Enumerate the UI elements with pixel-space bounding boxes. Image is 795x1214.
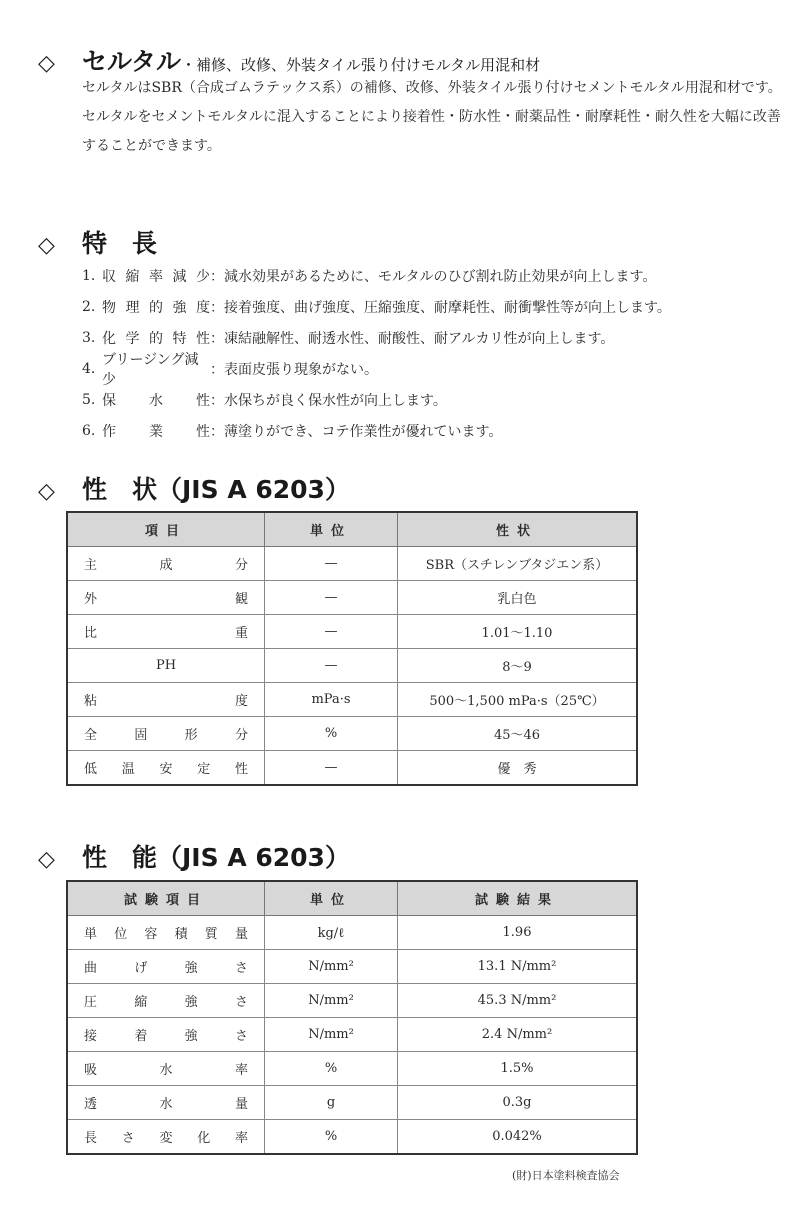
column-header: 単位 (265, 512, 398, 547)
feature-label: 物 理 的 強 度 (102, 299, 210, 316)
feature-label: ブリージング減少 (102, 351, 199, 388)
list-item: 2. 物 理 的 強 度 ： 接着強度、曲げ強度、圧縮強度、耐摩耗性、耐衝撃性等が向上します。 (82, 298, 671, 316)
row-item: 吸 水 率 (84, 1063, 248, 1078)
column-header: 単位 (265, 881, 398, 916)
row-unit: N/mm² (265, 1018, 398, 1052)
properties-table (66, 511, 638, 786)
feature-label: 保 水 性 (102, 392, 210, 409)
feature-label: 化 学 的 特 性 (102, 330, 210, 347)
row-value: 乳白色 (398, 581, 638, 615)
table-row (67, 1052, 637, 1086)
properties-title: 性 状（JIS A 6203） (82, 475, 350, 504)
diamond-icon: ◇ (38, 479, 55, 504)
row-item: 曲 げ 強 さ (84, 961, 248, 976)
feature-desc: 水保ちが良く保水性が向上します。 (224, 392, 447, 409)
table-row (67, 649, 637, 683)
column-header: 性状 (398, 512, 638, 547)
row-unit: g (265, 1086, 398, 1120)
list-item: 4. ブリージング減少 ： 表面皮張り現象がない。 (82, 353, 671, 384)
table-row (67, 984, 637, 1018)
table-row (67, 950, 637, 984)
row-value: 13.1 N/mm² (398, 950, 638, 984)
table-row (67, 683, 637, 717)
table-row (67, 1120, 637, 1155)
source-note: (財)日本塗料検査協会 (512, 1169, 620, 1182)
row-item: 全 固 形 分 (84, 728, 248, 743)
row-item: PH (67, 649, 265, 683)
feature-label: 収 縮 率 減 少 (102, 268, 210, 285)
table-row (67, 916, 637, 950)
intro-paragraph-2: セルタルをセメントモルタルに混入することにより接着性・防水性・耐薬品性・耐摩耗性・耐久性を大幅に改善することができます。 (82, 109, 781, 154)
row-unit: % (265, 1120, 398, 1155)
row-unit: — (265, 547, 398, 581)
table-row (67, 717, 637, 751)
row-item: 主 成 分 (84, 558, 248, 573)
row-unit: mPa·s (265, 683, 398, 717)
row-unit: — (265, 751, 398, 786)
features-title: 特 長 (82, 229, 158, 258)
row-value: 45.3 N/mm² (398, 984, 638, 1018)
row-unit: — (265, 649, 398, 683)
row-value: 8〜9 (398, 649, 638, 683)
row-unit: N/mm² (265, 950, 398, 984)
row-unit: — (265, 615, 398, 649)
row-item: 比 重 (84, 626, 248, 641)
table-row (67, 751, 637, 786)
intro-text (82, 74, 782, 161)
row-item: 単 位 容 積 質 量 (84, 927, 248, 942)
row-value: 0.042% (398, 1120, 638, 1155)
table-row (67, 581, 637, 615)
list-item: 5. 保 水 性 ： 水保ちが良く保水性が向上します。 (82, 391, 447, 409)
row-unit: — (265, 581, 398, 615)
feature-desc: 薄塗りができ、コテ作業性が優れています。 (224, 423, 503, 440)
list-item: 6. 作 業 性 ： 薄塗りができ、コテ作業性が優れています。 (82, 422, 503, 440)
diamond-icon: ◇ (38, 233, 55, 258)
feature-desc: 接着強度、曲げ強度、圧縮強度、耐摩耗性、耐衝撃性等が向上します。 (224, 299, 671, 316)
row-value: 45〜46 (398, 717, 638, 751)
column-header: 項目 (67, 512, 265, 547)
row-item: 長 さ 変 化 率 (84, 1131, 248, 1146)
row-unit: kg/ℓ (265, 916, 398, 950)
properties-heading (38, 470, 350, 506)
features-heading (38, 224, 157, 260)
performance-table (66, 880, 638, 1155)
feature-desc: 減水効果があるために、モルタルのひび割れ防止効果が向上します。 (224, 268, 657, 285)
table-row (67, 1018, 637, 1052)
row-item: 透 水 量 (84, 1097, 248, 1112)
performance-heading (38, 838, 350, 874)
row-item: 接 着 強 さ (84, 1029, 248, 1044)
diamond-icon: ◇ (38, 847, 55, 872)
table-header-row (67, 512, 637, 547)
column-header: 試験結果 (398, 881, 638, 916)
table-row (67, 615, 637, 649)
features-list (82, 260, 671, 446)
row-value: 1.5% (398, 1052, 638, 1086)
row-item: 粘 度 (84, 694, 248, 709)
row-item: 低 温 安 定 性 (84, 762, 248, 777)
diamond-icon: ◇ (38, 51, 55, 76)
feature-label: 作 業 性 (102, 423, 210, 440)
table-row (67, 547, 637, 581)
row-unit: % (265, 1052, 398, 1086)
table-row (67, 1086, 637, 1120)
list-item: 1. 収 縮 率 減 少 ： 減水効果があるために、モルタルのひび割れ防止効果が向上します。 (82, 267, 657, 285)
row-value: 優 秀 (398, 751, 638, 786)
intro-paragraph-1: セルタルはSBR（合成ゴムラテックス系）の補修、改修、外装タイル張り付けセメントモルタル用混和材です。 (82, 80, 782, 96)
row-item: 外 観 (84, 592, 248, 607)
row-unit: N/mm² (265, 984, 398, 1018)
row-value: 2.4 N/mm² (398, 1018, 638, 1052)
performance-title: 性 能（JIS A 6203） (82, 843, 350, 872)
row-value: SBR（スチレンブタジエン系） (398, 547, 638, 581)
product-title: セルタル (82, 47, 182, 76)
feature-desc: 凍結融解性、耐透水性、耐酸性、耐アルカリ性が向上します。 (224, 330, 615, 347)
row-value: 1.01〜1.10 (398, 615, 638, 649)
row-value: 500〜1,500 mPa·s（25℃） (398, 683, 638, 717)
row-item: 圧 縮 強 さ (84, 995, 248, 1010)
feature-desc: 表面皮張り現象がない。 (224, 361, 378, 378)
intro-heading (38, 42, 540, 78)
row-value: 0.3g (398, 1086, 638, 1120)
product-subtitle: ・補修、改修、外装タイル張り付けモルタル用混和材 (181, 56, 541, 74)
row-unit: % (265, 717, 398, 751)
table-header-row (67, 881, 637, 916)
column-header: 試験項目 (67, 881, 265, 916)
list-item: 3. 化 学 的 特 性 ： 凍結融解性、耐透水性、耐酸性、耐アルカリ性が向上します。 (82, 329, 615, 347)
row-value: 1.96 (398, 916, 638, 950)
